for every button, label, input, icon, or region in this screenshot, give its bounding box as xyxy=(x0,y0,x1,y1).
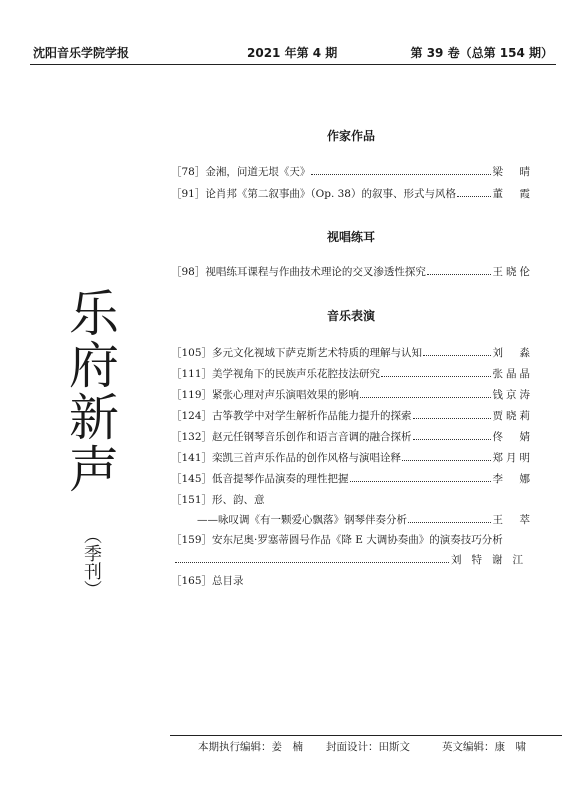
leader-dots xyxy=(350,481,491,482)
entry-page: ［141］ xyxy=(171,452,213,464)
toc-entry-authors[interactable] xyxy=(171,552,533,568)
entry-page: ［159］ xyxy=(171,534,213,546)
toc-entry[interactable] xyxy=(171,532,533,548)
entry-author: 刘 淼 xyxy=(492,347,533,359)
entry-page: ［124］ xyxy=(171,410,213,422)
leader-dots xyxy=(408,522,491,523)
entry-author: 刘特谢江 xyxy=(451,554,533,566)
leader-dots xyxy=(457,196,491,197)
leader-dots xyxy=(427,274,491,275)
entry-page: ［165］ xyxy=(171,575,213,587)
entry-author: 李 娜 xyxy=(492,473,533,485)
entry-page: ［132］ xyxy=(171,431,213,443)
entry-title: 金湘，问道无垠《天》 xyxy=(205,166,311,178)
toc-entry[interactable] xyxy=(171,387,533,403)
entry-author: 钱京涛 xyxy=(492,389,533,401)
toc-entry-subtitle[interactable] xyxy=(197,512,533,528)
toc-entry[interactable] xyxy=(171,366,533,382)
entry-title: 形、韵、意 xyxy=(212,494,265,506)
entry-title: 古筝教学中对学生解析作品能力提升的探索 xyxy=(212,410,412,422)
journal-name: 沈阳音乐学院学报 xyxy=(33,46,130,60)
running-header xyxy=(33,44,553,60)
vertical-title: 乐府新声 xyxy=(61,287,119,495)
quarterly-label: （季刊） xyxy=(81,526,102,598)
entry-author: 王 萃 xyxy=(492,514,533,526)
entry-page: ［151］ xyxy=(171,494,213,506)
toc-entry[interactable] xyxy=(171,573,533,589)
leader-dots xyxy=(311,174,490,175)
entry-title: 美学视角下的民族声乐花腔技法研究 xyxy=(212,368,381,380)
toc-entry[interactable] xyxy=(171,429,533,445)
entry-author: 佟 婧 xyxy=(492,431,533,443)
credits-footer xyxy=(198,739,558,755)
leader-dots xyxy=(423,355,490,356)
exec-editor-credit: 本期执行编辑：姜 楠 xyxy=(198,741,303,753)
leader-dots xyxy=(413,439,491,440)
entry-title: 多元文化视域下萨克斯艺术特质的理解与认知 xyxy=(212,347,423,359)
leader-dots xyxy=(402,460,490,461)
entry-title: 低音提琴作品演奏的理性把握 xyxy=(212,473,349,485)
footer-rule xyxy=(170,735,562,736)
section-title-solfeggio: 视唱练耳 xyxy=(326,230,375,244)
section-title-writers-works: 作家作品 xyxy=(326,129,375,143)
entry-author: 梁 晴 xyxy=(492,166,533,178)
issue-number: 2021 年第 4 期 xyxy=(247,46,338,60)
entry-title: 论肖邦《第二叙事曲》（Op. 38）的叙事、形式与风格 xyxy=(205,188,456,200)
entry-author: 贾晓莉 xyxy=(492,410,533,422)
leader-dots xyxy=(413,418,491,419)
header-rule xyxy=(30,64,556,65)
entry-page: ［98］ xyxy=(171,266,206,278)
toc-entry[interactable] xyxy=(171,345,533,361)
entry-page: ［105］ xyxy=(171,347,213,359)
entry-author: 张晶晶 xyxy=(492,368,533,380)
leader-dots xyxy=(175,562,449,563)
entry-author: 王晓伦 xyxy=(492,266,533,278)
toc-entry[interactable] xyxy=(171,164,533,180)
entry-title: 赵元任钢琴音乐创作和语言音调的融合探析 xyxy=(212,431,412,443)
toc-entry[interactable] xyxy=(171,408,533,424)
entry-title: 总目录 xyxy=(212,575,244,587)
entry-page: ［111］ xyxy=(171,368,213,380)
entry-title: 视唱练耳课程与作曲技术理论的交叉渗透性探究 xyxy=(205,266,426,278)
toc-entry[interactable] xyxy=(171,264,533,280)
volume-number: 第 39 卷（总第 154 期） xyxy=(410,46,553,60)
leader-dots xyxy=(360,397,490,398)
entry-page: ［78］ xyxy=(171,166,206,178)
entry-subtitle: ——咏叹调《有一颗爱心飘落》钢琴伴奏分析 xyxy=(197,514,407,526)
toc-entry[interactable] xyxy=(171,450,533,466)
entry-title: 安东尼奥·罗塞蒂圆号作品《降 E 大调协奏曲》的演奏技巧分析 xyxy=(212,534,503,546)
cover-design-credit: 封面设计：田斯文 xyxy=(326,741,410,753)
english-editor-credit: 英文编辑：康 啸 xyxy=(442,741,526,753)
toc-entry[interactable] xyxy=(171,492,533,508)
entry-page: ［91］ xyxy=(171,188,206,200)
section-title-music-performance: 音乐表演 xyxy=(326,309,375,323)
entry-author: 郑月明 xyxy=(492,452,533,464)
leader-dots xyxy=(381,376,490,377)
toc-entry[interactable] xyxy=(171,186,533,202)
entry-author: 董 霞 xyxy=(492,188,533,200)
toc-entry[interactable] xyxy=(171,471,533,487)
entry-title: 栾凯三首声乐作品的创作风格与演唱诠释 xyxy=(212,452,402,464)
entry-page: ［145］ xyxy=(171,473,213,485)
entry-page: ［119］ xyxy=(171,389,213,401)
entry-title: 紧张心理对声乐演唱效果的影响 xyxy=(212,389,360,401)
